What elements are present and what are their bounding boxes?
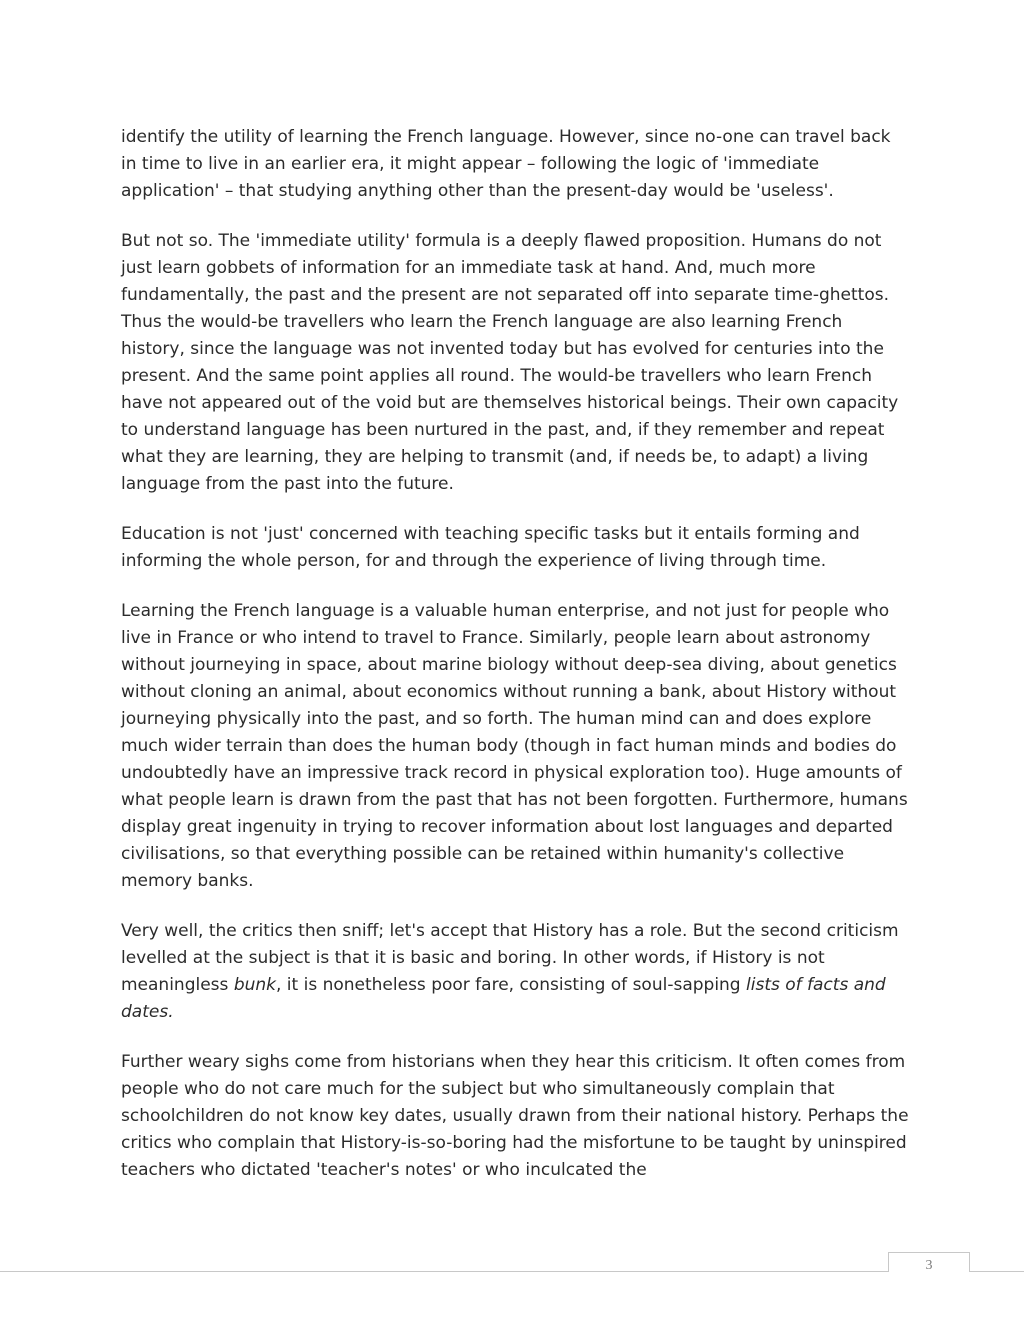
text-run: Learning the French language is a valuable human enterprise, and not just for people who live in France or who intend to travel to France. Similarly, people learn about astronomy without journeying in space, about marine biology without deep-sea diving, about genetics without cloning an animal, about economics without running a bank, about History without journeying physically into the past, and so forth. The human mind can and does explore much wider terrain than does the human body (though in fact human minds and bodies do undoubtedly have an impressive track record in physical exploration too). Huge amounts of what people learn is drawn from the past that has not been forgotten. Furthermore, humans display great ingenuity in trying to recover information about lost languages and departed civilisations, so that everything possible can be retained within humanity's collective memory banks.	[121, 601, 908, 891]
paragraph-4	[121, 598, 911, 895]
text-run: identify the utility of learning the French language. However, since no-one can travel back in time to live in an earlier era, it might appear – following the logic of 'immediate application' – that studying anything other than the present-day would be 'useless'.	[121, 127, 891, 201]
paragraph-2	[121, 228, 911, 498]
text-run: , it is nonetheless poor fare, consisting of soul-sapping	[276, 975, 747, 995]
page-number-label: 3	[925, 1258, 933, 1273]
body-text	[121, 124, 911, 1207]
italic-text-run: lists of facts and dates.	[121, 975, 886, 1022]
footer-divider-left	[0, 1271, 889, 1272]
paragraph-3	[121, 521, 911, 575]
paragraph-6	[121, 1049, 911, 1184]
page-number	[888, 1252, 970, 1272]
footer-divider-right	[970, 1271, 1024, 1272]
paragraph-1	[121, 124, 911, 205]
italic-text-run: bunk	[233, 975, 276, 995]
text-run: But not so. The 'immediate utility' formula is a deeply flawed proposition. Humans do not just learn gobbets of information for an immediate task at hand. And, much more fundamentally, the past and the present are not separated off into separate time-ghettos. Thus the would-be travellers who learn the French language are also learning French history, since the language was not invented today but has evolved for centuries into the present. And the same point applies all round. The would-be travellers who learn French have not appeared out of the void but are themselves historical beings. Their own capacity to understand language has been nurtured in the past, and, if they remember and repeat what they are learning, they are helping to transmit (and, if needs be, to adapt) a living language from the past into the future.	[121, 231, 899, 494]
text-run: Further weary sighs come from historians when they hear this criticism. It often comes from people who do not care much for the subject but who simultaneously complain that schoolchildren do not know key dates, usually drawn from their national history. Perhaps the critics who complain that History-is-so-boring had the misfortune to be taught by uninspired teachers who dictated 'teacher's notes' or who inculcated the	[121, 1052, 909, 1180]
text-run: Very well, the critics then sniff; let's accept that History has a role. But the second criticism levelled at the subject is that it is basic and boring. In other words, if History is not meaningless	[121, 921, 899, 995]
text-run: Education is not 'just' concerned with teaching specific tasks but it entails forming and informing the whole person, for and through the experience of living through time.	[121, 524, 860, 571]
paragraph-5	[121, 918, 911, 1026]
